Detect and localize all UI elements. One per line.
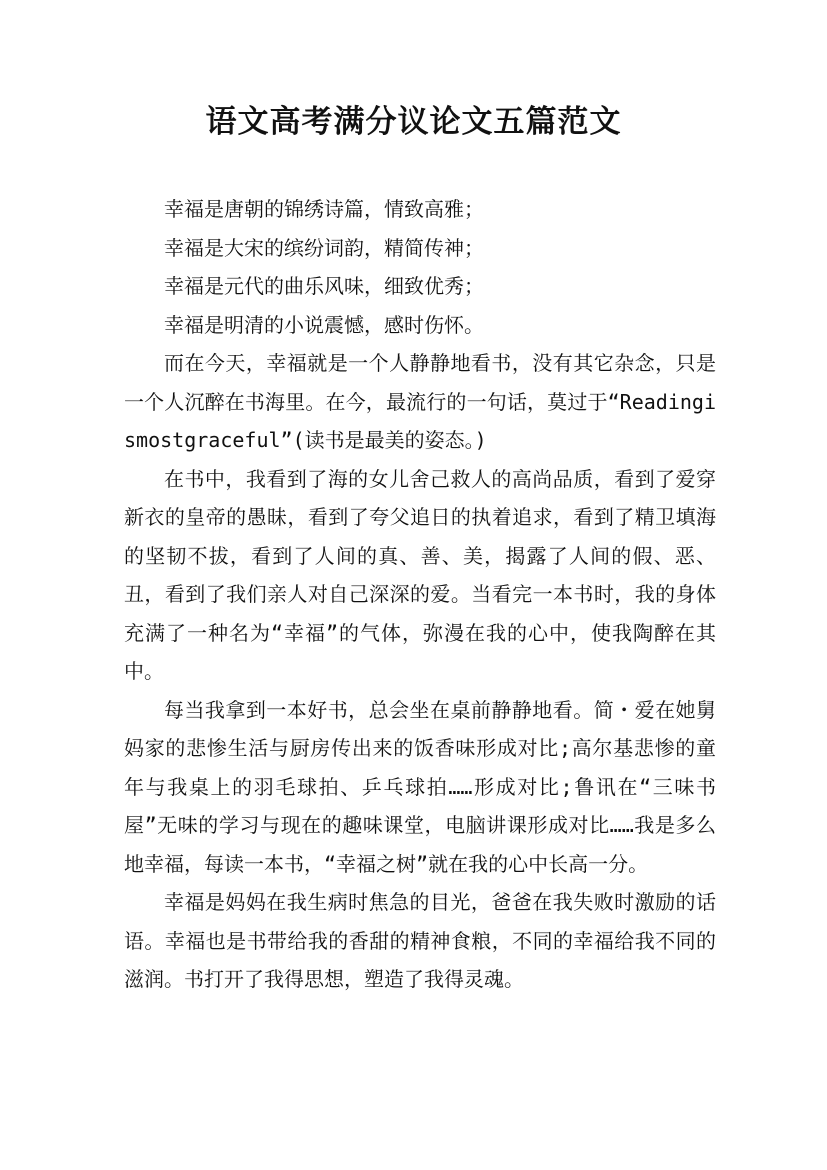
paragraph: 幸福是大宋的缤纷词韵，精简传神； [164,235,484,260]
page-title: 语文高考满分议论文五篇范文 [205,104,622,140]
document-body [124,190,716,999]
paragraph: 幸福是妈妈在我生病时焦急的目光，爸爸在我失败时激励的话语。幸福也是书带给我的香甜的精神食粮，不同的幸福给我不同的滋润。书打开了我得思想，塑造了我得灵魂。 [124,890,716,991]
paragraph: 而在今天，幸福就是一个人静静地看书，没有其它杂念，只是一个人沉醉在书海里。在今，最流行的一句话，莫过于“Readingismostgraceful”(读书是最美的姿态。) [124,351,716,452]
paragraph: 在书中，我看到了海的女儿舍己救人的高尚品质，看到了爱穿新衣的皇帝的愚昧，看到了夸父追日的执着追求，看到了精卫填海的坚韧不拔，看到了人间的真、善、美，揭露了人间的假、恶、丑，看到了我们亲人对自己深深的爱。当看完一本书时，我的身体充满了一种名为“幸福”的气体，弥漫在我的心中，使我陶醉在其中。 [124,466,716,683]
paragraph: 幸福是唐朝的锦绣诗篇，情致高雅； [164,197,484,221]
paragraph: 幸福是明清的小说震憾，感时伤怀。 [164,312,484,337]
paragraph: 幸福是元代的曲乐风味，细致优秀； [164,274,484,298]
paragraph: 每当我拿到一本好书，总会坐在桌前静静地看。简・爱在她舅妈家的悲惨生活与厨房传出来的饭香味形成对比;高尔基悲惨的童年与我桌上的羽毛球拍、乒乓球拍……形成对比;鲁讯在“三味书屋”无味的学习与现在的趣味课堂，电脑讲课形成对比……我是多么地幸福，每读一本书，“幸福之树”就在我的心中长高一分。 [124,697,716,876]
